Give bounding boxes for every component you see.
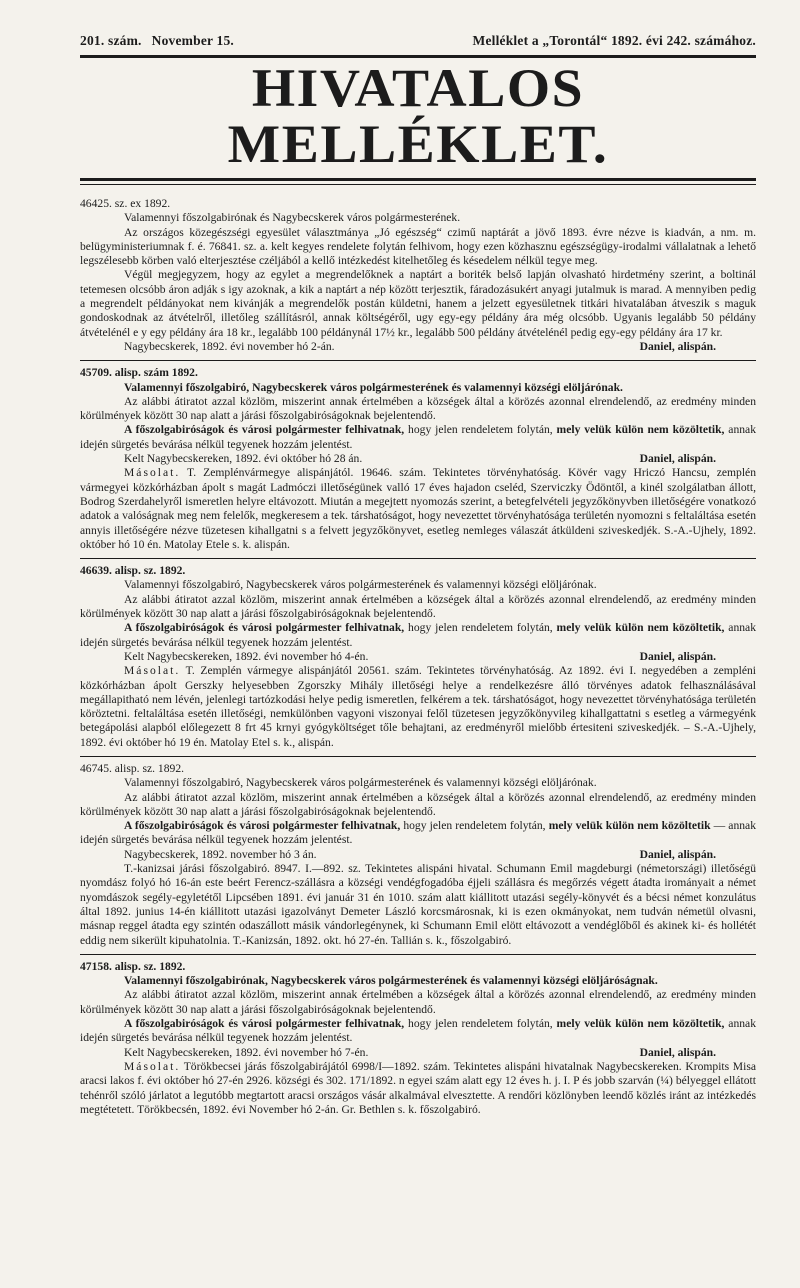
order-bold: A főszolgabiróságok és városi polgármester felhivatnak, xyxy=(124,1017,405,1031)
signature: Daniel, alispán. xyxy=(639,452,716,466)
order-bold: A főszolgabiróságok és városi polgármester felhivatnak, xyxy=(124,819,401,833)
separator xyxy=(80,558,756,559)
notice-signature-line xyxy=(80,452,756,466)
masthead-rule xyxy=(80,178,756,185)
page-header xyxy=(80,0,756,49)
order-rest: hogy jelen rendeletem folytán, xyxy=(404,1017,557,1031)
notice-signature-line xyxy=(80,848,756,862)
notice-entry xyxy=(80,366,756,552)
notice-signature-line xyxy=(80,340,756,354)
notice-entry xyxy=(80,564,756,750)
masthead-title: HIVATALOS MELLÉKLET. xyxy=(227,58,609,174)
copy-body: T.-kanizsai járási főszolgabiró. 8947. I.—892. sz. Tekintetes alispáni hivatal. Schumann Emil magdeburgi (németországi) illetőségü nyomdász folyó hó 16-án este beért Ferencz-szállásra a községi vendégfogadóba éjjeli szállásra és megőrzés végett átadta irományait a német nyomdászok segély-egyletétől Lipcsében 1891. évi január 31 én 1010. szám alatt kiállitott utazási segély-könyvét és a bécsi német konzulátus által 1892. junius 14-én kiállitott utazási igazolványt Demeter László korcsmárosnak, ki is ezen okmányokat, nem tudván németül olvasni, másnap reggel átadta egy szintén odaszállott másik vándorlegénynek, ki Schumann Emil elött eltávozott a vendéglőből és akinek ki- és hollétét eddig nem sikerült kipuhatolnia. T.-Kanizsán, 1892. okt. hó 27-én. Tallián s. k., főszolgabiró. xyxy=(80,862,756,947)
place-date: Nagybecskerek, 1892. november hó 3 án. xyxy=(124,847,317,861)
copy-label: Másolat. xyxy=(124,1059,181,1073)
notice-intro: Az alábbi átiratot azzal közlöm, miszerint annak értelmében a községek által a körözés azonnal elrendelendő, az eredmény minden körülmények között 30 nap alatt a járási főszolgabiróságoknak bejelentendő. xyxy=(80,394,756,423)
separator xyxy=(80,756,756,757)
signature: Daniel, alispán. xyxy=(639,649,716,663)
notice-order xyxy=(80,423,756,452)
order-rest: hogy jelen rendeletem folytán, xyxy=(400,819,549,833)
copy-body: T. Zemplén vármegye alispánjától 20561. szám. Tekintetes törvényhatóság. Az 1892. évi I. negyedében a zempléni közkórházban ápolt Gerszky helyesebben Zgorszky Mihály illetőségi helye a rendelkezésre álló törvényes adatok felhasználásával megállapitható nem lévén, jelenlegi tartózkodási helye pedig ismeretlen, felkérem a tek. társhatóságot, hogy nevezettet törvényhatósága területén köröztetni. feltaláltása esetén illetőségi, nemkülönben vagyoni viszonyai felől tüzetesen jegyzőkönyvileg kihallgattatni s esetleg a vármegyénk betegápolási alapból előlegezett 8 frt 45 krnyi gyógyköltséget tőle behajtani, az eredményről mielőbb értesiteni sziveskedjék. – S.-A.-Ujhely, 1892. évi október hó 19 én. Matolay Etel s. k., alispán. xyxy=(80,664,756,749)
notice-address: Valamennyi főszolgabiró, Nagybecskerek város polgármesterének és valamennyi községi elöljárónak. xyxy=(124,380,623,394)
order-end: annak idején sürgetés bevárása nélkül tegyenek hozzám jelentést. xyxy=(80,1017,756,1045)
notice-number: 46425. sz. ex 1892. xyxy=(80,197,171,210)
notice-order xyxy=(80,621,756,650)
order-bold-2: mely velük külön nem közöltetik, xyxy=(556,423,725,437)
order-end: annak idején sürgetés bevárása nélkül tegyenek hozzám jelentést. xyxy=(80,621,756,649)
notice-entry xyxy=(80,762,756,948)
notice-intro: Az alábbi átiratot azzal közlöm, miszerint annak értelmében a községek által a körözés azonnal elrendelendő, az eredmény minden körülmények között 30 nap alatt a járási főszolgabiróságoknak bejelentendő. xyxy=(80,988,756,1016)
signature: Daniel, alispán. xyxy=(639,847,716,861)
signature: Daniel, alispán. xyxy=(639,1045,716,1059)
copy-text xyxy=(80,1060,756,1117)
order-bold-2: mely velük külön nem közöltetik xyxy=(548,819,711,833)
order-rest: hogy jelen rendeletem folytán, xyxy=(404,621,557,635)
notice-intro: Az alábbi átiratot azzal közlöm, miszerint annak értelmében a községek által a körözés azonnal elrendelendő, az eredmény minden körülmények között 30 nap alatt a járási főszolgabiróságoknak bejelentendő. xyxy=(80,592,756,621)
issue-date: November 15. xyxy=(151,33,235,48)
notice-number: 45709. alisp. szám 1892. xyxy=(80,366,198,380)
notice-order xyxy=(80,1017,756,1046)
separator xyxy=(80,360,756,361)
signature: Daniel, alispán. xyxy=(639,339,716,353)
notice-order xyxy=(80,819,756,848)
supplement-note: Melléklet a „Torontál“ 1892. évi 242. számához. xyxy=(472,33,756,48)
notice-intro: Az alábbi átiratot azzal közlöm, miszerint annak értelmében a községek által a körözés azonnal elrendelendő, az eredmény minden körülmények között 30 nap alatt a járási főszolgabiróságoknak bejelentendő. xyxy=(80,790,756,818)
copy-text xyxy=(80,466,756,552)
notice-address: Valamennyi főszolgabiró, Nagybecskerek város polgármesterének és valamennyi községi elöljárónak. xyxy=(124,578,597,592)
order-end: annak idején sürgetés bevárása nélkül tegyenek hozzám jelentést. xyxy=(80,423,756,451)
order-bold: A főszolgabiróságok és városi polgármester felhivatnak, xyxy=(124,621,405,635)
place-date: Kelt Nagybecskereken, 1892. évi november hó 7-én. xyxy=(124,1045,369,1059)
place-date: Kelt Nagybecskereken, 1892. évi október hó 28 án. xyxy=(124,452,363,466)
place-date: Kelt Nagybecskereken, 1892. évi november hó 4-én. xyxy=(124,649,369,663)
place-date: Nagybecskerek, 1892. évi november hó 2-án. xyxy=(124,339,335,353)
copy-text xyxy=(80,664,756,750)
order-end: — annak idején sürgetés bevárása nélkül tegyenek hozzám jelentést. xyxy=(80,819,756,847)
notice-paragraph: Végül megjegyzem, hogy az egylet a megrendelőknek a naptárt a boriték belső lapján olvasható hirdetmény szerint, a boltinál tetemesen olcsóbb áron adják s igy azoknak, a kik a naptárt a nép között terjesztik, fáradozásukért anyagi jutalmuk is marad. A mennyiben pedig a megrendelt példányokat nem kivánják a megrendelők postán küldetni, hanem a jelzett egyesületnek titkári hivatalában átveszik s maguk gondoskodnak az átvételről, illetőleg szállításról, annak költségéről, ugy egy-egy példány ára még olcsóbb. Ugyanis legalább 50 példány átvételénél e y egy példány ára 18 kr., legalább 100 példánynál 17½ kr., legalább 500 példány átvételénél pedig egy-egy példány ára 17 kr. xyxy=(80,268,756,339)
notice-address: Valamennyi főszolgabiró, Nagybecskerek város polgármesterének és valamennyi községi elöljárónak. xyxy=(124,776,597,790)
order-bold: A főszolgabiróságok és városi polgármester felhivatnak, xyxy=(124,423,405,437)
separator xyxy=(80,954,756,955)
notice-number: 46639. alisp. sz. 1892. xyxy=(80,564,186,578)
copy-body: Törökbecsei járás főszolgabirájától 6998/I—1892. szám. Tekintetes alispáni hivatalnak Nagybecskereken. Krompits Misa aracsi lakos f. évi október hó 27-én 2926. községi és 302. 171/1892. n egyei szám alatt egy 12 éves h. j. I. P és jobb szarván (¼) bélyeggel ellátott tehénről szóló járlatot a legutóbb megtartott aracsi országos vásár alkalmával elvesztette. A rendőri közlönyben leendő közlés iránt az intézkedés megtétetett. Törökbecsén, 1892. évi November hó 2-án. Gr. Bethlen s. k. főszolgabiró. xyxy=(80,1059,756,1116)
notice-entry xyxy=(80,960,756,1117)
copy-label: Másolat. xyxy=(124,466,181,480)
copy-label: Másolat. xyxy=(124,664,181,678)
order-rest: hogy jelen rendeletem folytán, xyxy=(404,423,557,437)
notice-signature-line xyxy=(80,650,756,664)
copy-text xyxy=(80,862,756,948)
order-bold-2: mely velük külön nem közöltetik, xyxy=(556,1017,725,1031)
notice-paragraph: Az országos közegészségi egyesület választmánya „Jó egészség“ czimű naptárát a jövő 1893. évre nézve is kiadván, a nm. m. belügyministeriumnak f. é. 76841. sz. a. kelt kegyes rendelete folytán felhivom, hogy ezen közhasznu egészségügy-irodalmi vállalatnak a lehető legszélesebb körben való elterjesztése czéljából a kellő intézkedést kitelhetőleg és késedelem nélkül tegye meg. xyxy=(80,225,756,268)
copy-body: T. Zemplénvármegye alispánjától. 19646. szám. Tekintetes törvényhatóság. Kövér vagy Hriczó Hancsu, zemplén vármegyei közkórházban ápolt s magát Ladmóczi illetőségünek valló 17 éves hajadon cseléd, Szerviczky Ödöntől, a kinél szolgálatban állott, Bodrog Szerdahelyről ismeretlen helyre eltávozott. Miután a megejtett nyomozás szerint, a betegfelvételi jegyzőkönyvben illetőségére vonatkozó adatok a valóságnak meg nem felelők, megkeresem a tek. társhatóságot, hogy nevezettet törvényhatósága területén nyomozni s feltaláltása esetén annyis illetőségére nézve tüzetesen kihallgatni s a felvett jegyzőkönyvet, esetleg nemleges válaszát átküldeni sziveskedjék. S.-A.-Ujhely, 1892. október hó 10 én. Matolay Etele s. k. alispán. xyxy=(80,466,756,551)
notice-signature-line xyxy=(80,1046,756,1060)
notice-address: Valamennyi főszolgabirónak, Nagybecskerek város polgármesterének és valamennyi községi elöljáróságnak. xyxy=(124,974,658,988)
notice-entry xyxy=(80,197,756,354)
order-bold-2: mely velük külön nem közöltetik, xyxy=(556,621,725,635)
notice-address: Valamennyi főszolgabirónak és Nagybecskerek város polgármesterének. xyxy=(124,211,461,225)
notice-number: 46745. alisp. sz. 1892. xyxy=(80,761,185,775)
issue-number: 201. szám. xyxy=(80,33,142,48)
notice-number: 47158. alisp. sz. 1892. xyxy=(80,959,186,973)
